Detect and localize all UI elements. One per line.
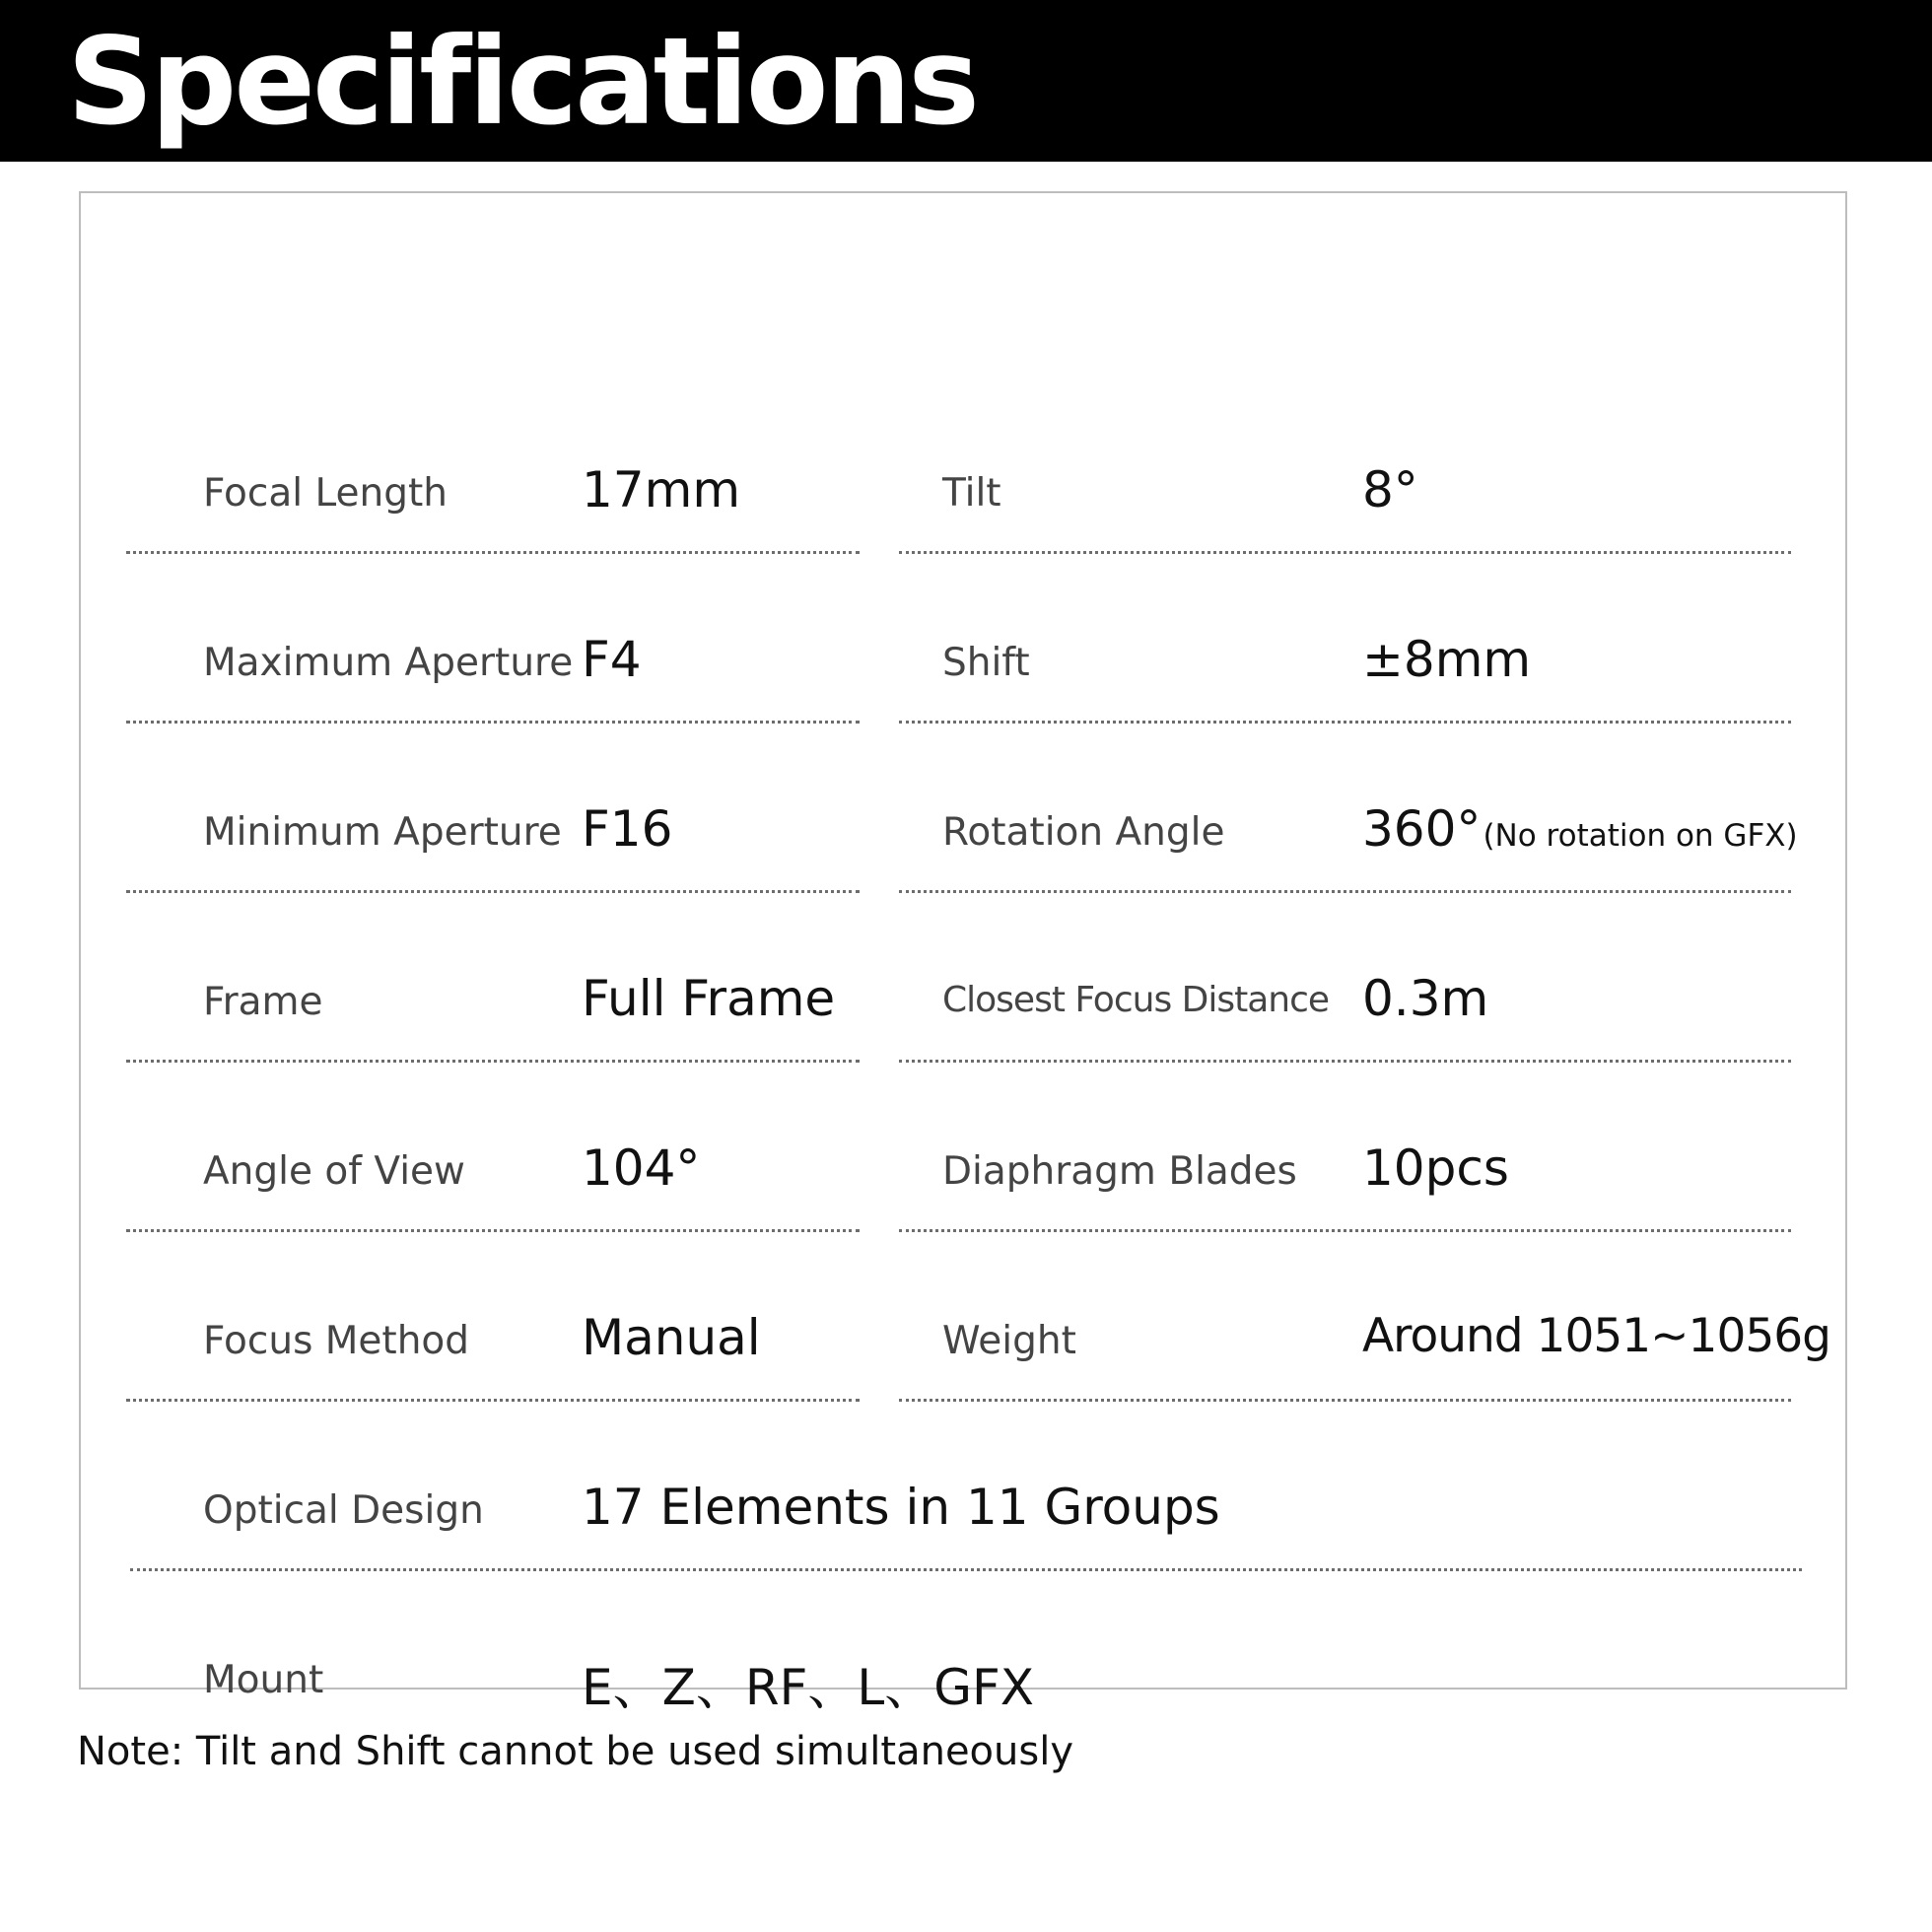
spec-value: E、Z、RF、L、GFX <box>582 1659 1034 1716</box>
spec-label: Shift <box>942 641 1030 685</box>
spec-value: F4 <box>582 631 642 688</box>
specs-panel <box>79 191 1847 1716</box>
spec-row <box>81 1400 1849 1569</box>
spec-value <box>1362 800 1798 858</box>
spec-value-note: (No rotation on GFX) <box>1483 818 1798 854</box>
spec-label: Tilt <box>942 471 1001 516</box>
spec-label: Frame <box>203 980 323 1024</box>
spec-row <box>81 722 1849 891</box>
spec-tilt <box>899 382 1849 552</box>
spec-value-main: 360° <box>1362 800 1482 858</box>
spec-label: Optical Design <box>203 1488 484 1533</box>
spec-label: Focal Length <box>203 471 448 516</box>
spec-closest-focus <box>899 891 1849 1061</box>
spec-value: 8° <box>1362 461 1418 518</box>
spec-value: 17 Elements in 11 Groups <box>582 1479 1220 1536</box>
header-banner <box>0 0 1932 162</box>
spec-value: 0.3m <box>1362 970 1489 1027</box>
spec-label: Maximum Aperture <box>203 641 574 685</box>
spec-weight <box>899 1230 1849 1400</box>
spec-label: Rotation Angle <box>942 810 1225 855</box>
spec-mount <box>81 1569 1849 1716</box>
spec-label: Focus Method <box>203 1319 470 1363</box>
spec-row <box>81 552 1849 722</box>
spec-label: Mount <box>203 1658 324 1702</box>
spec-shift <box>899 552 1849 722</box>
spec-optical-design <box>81 1400 1849 1569</box>
spec-focus-method <box>81 1230 869 1400</box>
spec-row <box>81 891 1849 1061</box>
spec-min-aperture <box>81 722 869 891</box>
spec-focal-length <box>81 382 869 552</box>
spec-label: Diaphragm Blades <box>942 1149 1297 1194</box>
footnote: Note: Tilt and Shift cannot be used simultaneously <box>77 1729 1073 1774</box>
page-title: Specifications <box>67 12 978 152</box>
spec-row <box>81 1569 1849 1716</box>
spec-value: Full Frame <box>582 970 836 1027</box>
spec-label: Minimum Aperture <box>203 810 562 855</box>
spec-value: ±8mm <box>1362 631 1532 688</box>
spec-diaphragm-blades <box>899 1061 1849 1230</box>
spec-value: 104° <box>582 1139 701 1197</box>
spec-label: Weight <box>942 1319 1076 1363</box>
spec-row <box>81 382 1849 552</box>
spec-frame <box>81 891 869 1061</box>
spec-max-aperture <box>81 552 869 722</box>
spec-value: 17mm <box>582 461 741 518</box>
spec-value: Around 1051~1056g <box>1362 1309 1830 1363</box>
spec-row <box>81 1061 1849 1230</box>
spec-rotation-angle <box>899 722 1849 891</box>
spec-value: Manual <box>582 1309 761 1366</box>
spec-label: Closest Focus Distance <box>942 980 1330 1020</box>
spec-angle-of-view <box>81 1061 869 1230</box>
spec-value: F16 <box>582 800 673 858</box>
spec-label: Angle of View <box>203 1149 465 1194</box>
spec-value: 10pcs <box>1362 1139 1509 1197</box>
spec-row <box>81 1230 1849 1400</box>
